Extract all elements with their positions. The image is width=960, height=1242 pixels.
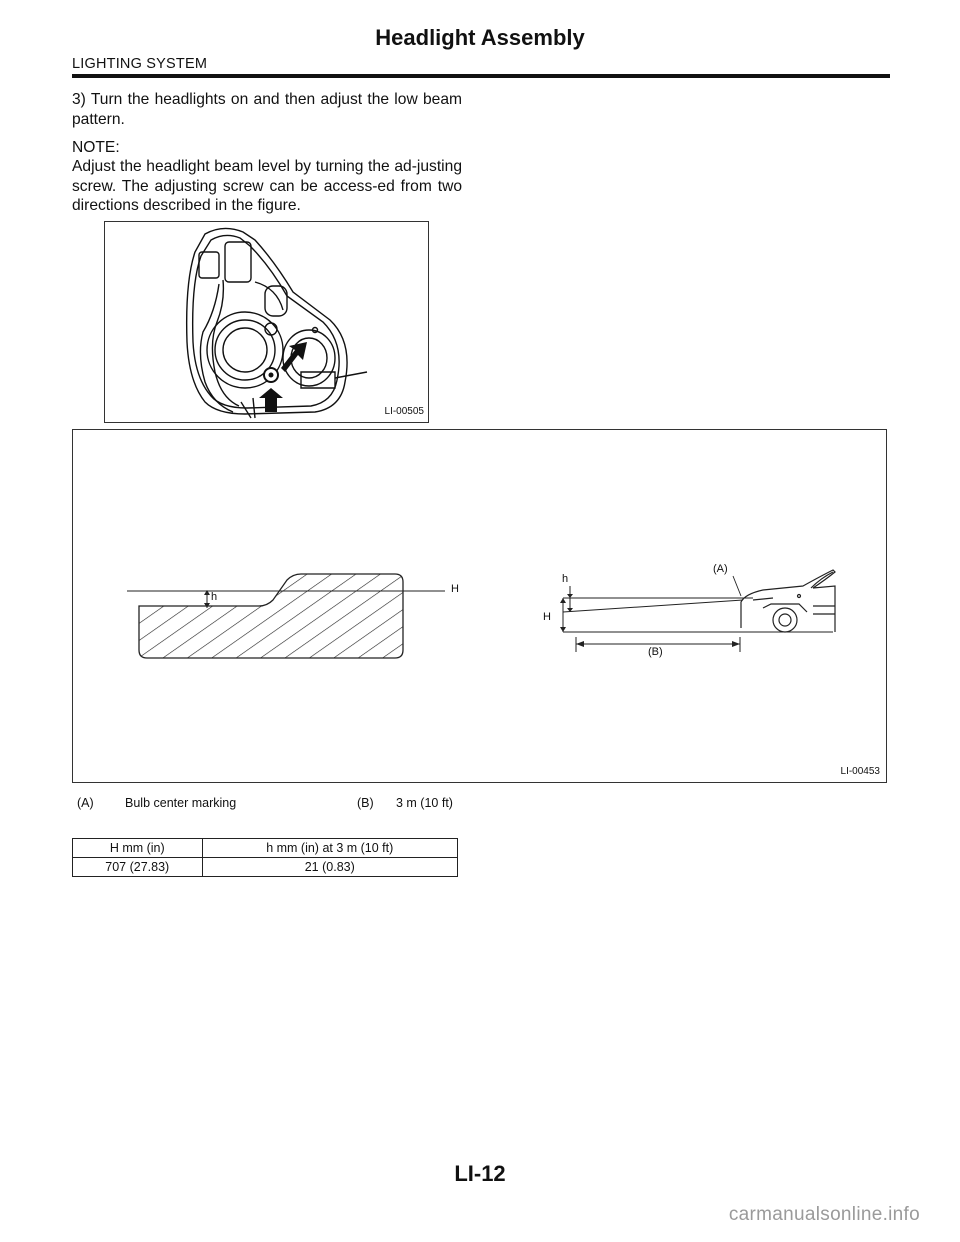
watermark: carmanualsonline.info <box>728 1204 920 1225</box>
table-cell: 707 (27.83) <box>73 858 203 877</box>
label-h-side: h <box>562 573 569 585</box>
headlight-figure <box>104 221 429 423</box>
page-number: LI-12 <box>454 1161 506 1186</box>
page-title: Headlight Assembly <box>375 25 585 50</box>
table-header-cell: H mm (in) <box>73 839 203 858</box>
step-text: 3) Turn the headlights on and then adjust the low beam pattern. <box>72 91 462 128</box>
label-H-side: H <box>543 611 551 623</box>
label-H-beam: H <box>451 583 459 595</box>
label-h-beam: h <box>211 591 218 603</box>
table-cell: 21 (0.83) <box>202 858 458 877</box>
section-label: LIGHTING SYSTEM <box>72 56 208 72</box>
header-rule <box>72 74 890 78</box>
note-heading: NOTE: <box>72 139 120 156</box>
legend-b-text: 3 m (10 ft) <box>396 796 453 810</box>
table-row <box>73 858 458 877</box>
spec-table <box>72 838 458 877</box>
legend-a-key: (A) <box>77 796 94 810</box>
figure-code: LI-00505 <box>384 406 424 417</box>
label-A: (A) <box>713 563 728 575</box>
headlight-drawing <box>105 222 428 422</box>
beam-pattern-drawing <box>73 430 886 782</box>
legend-a-text: Bulb center marking <box>125 796 237 810</box>
note-text: Adjust the headlight beam level by turning the ad-justing screw. The adjusting screw can be access-ed from two directions described in the figure. <box>72 158 462 214</box>
legend-b-key: (B) <box>357 796 374 810</box>
table-header-row <box>73 839 458 858</box>
label-B: (B) <box>648 646 663 658</box>
figure-code: LI-00453 <box>840 766 880 777</box>
beam-pattern-figure <box>72 429 887 783</box>
table-header-cell: h mm (in) at 3 m (10 ft) <box>202 839 458 858</box>
